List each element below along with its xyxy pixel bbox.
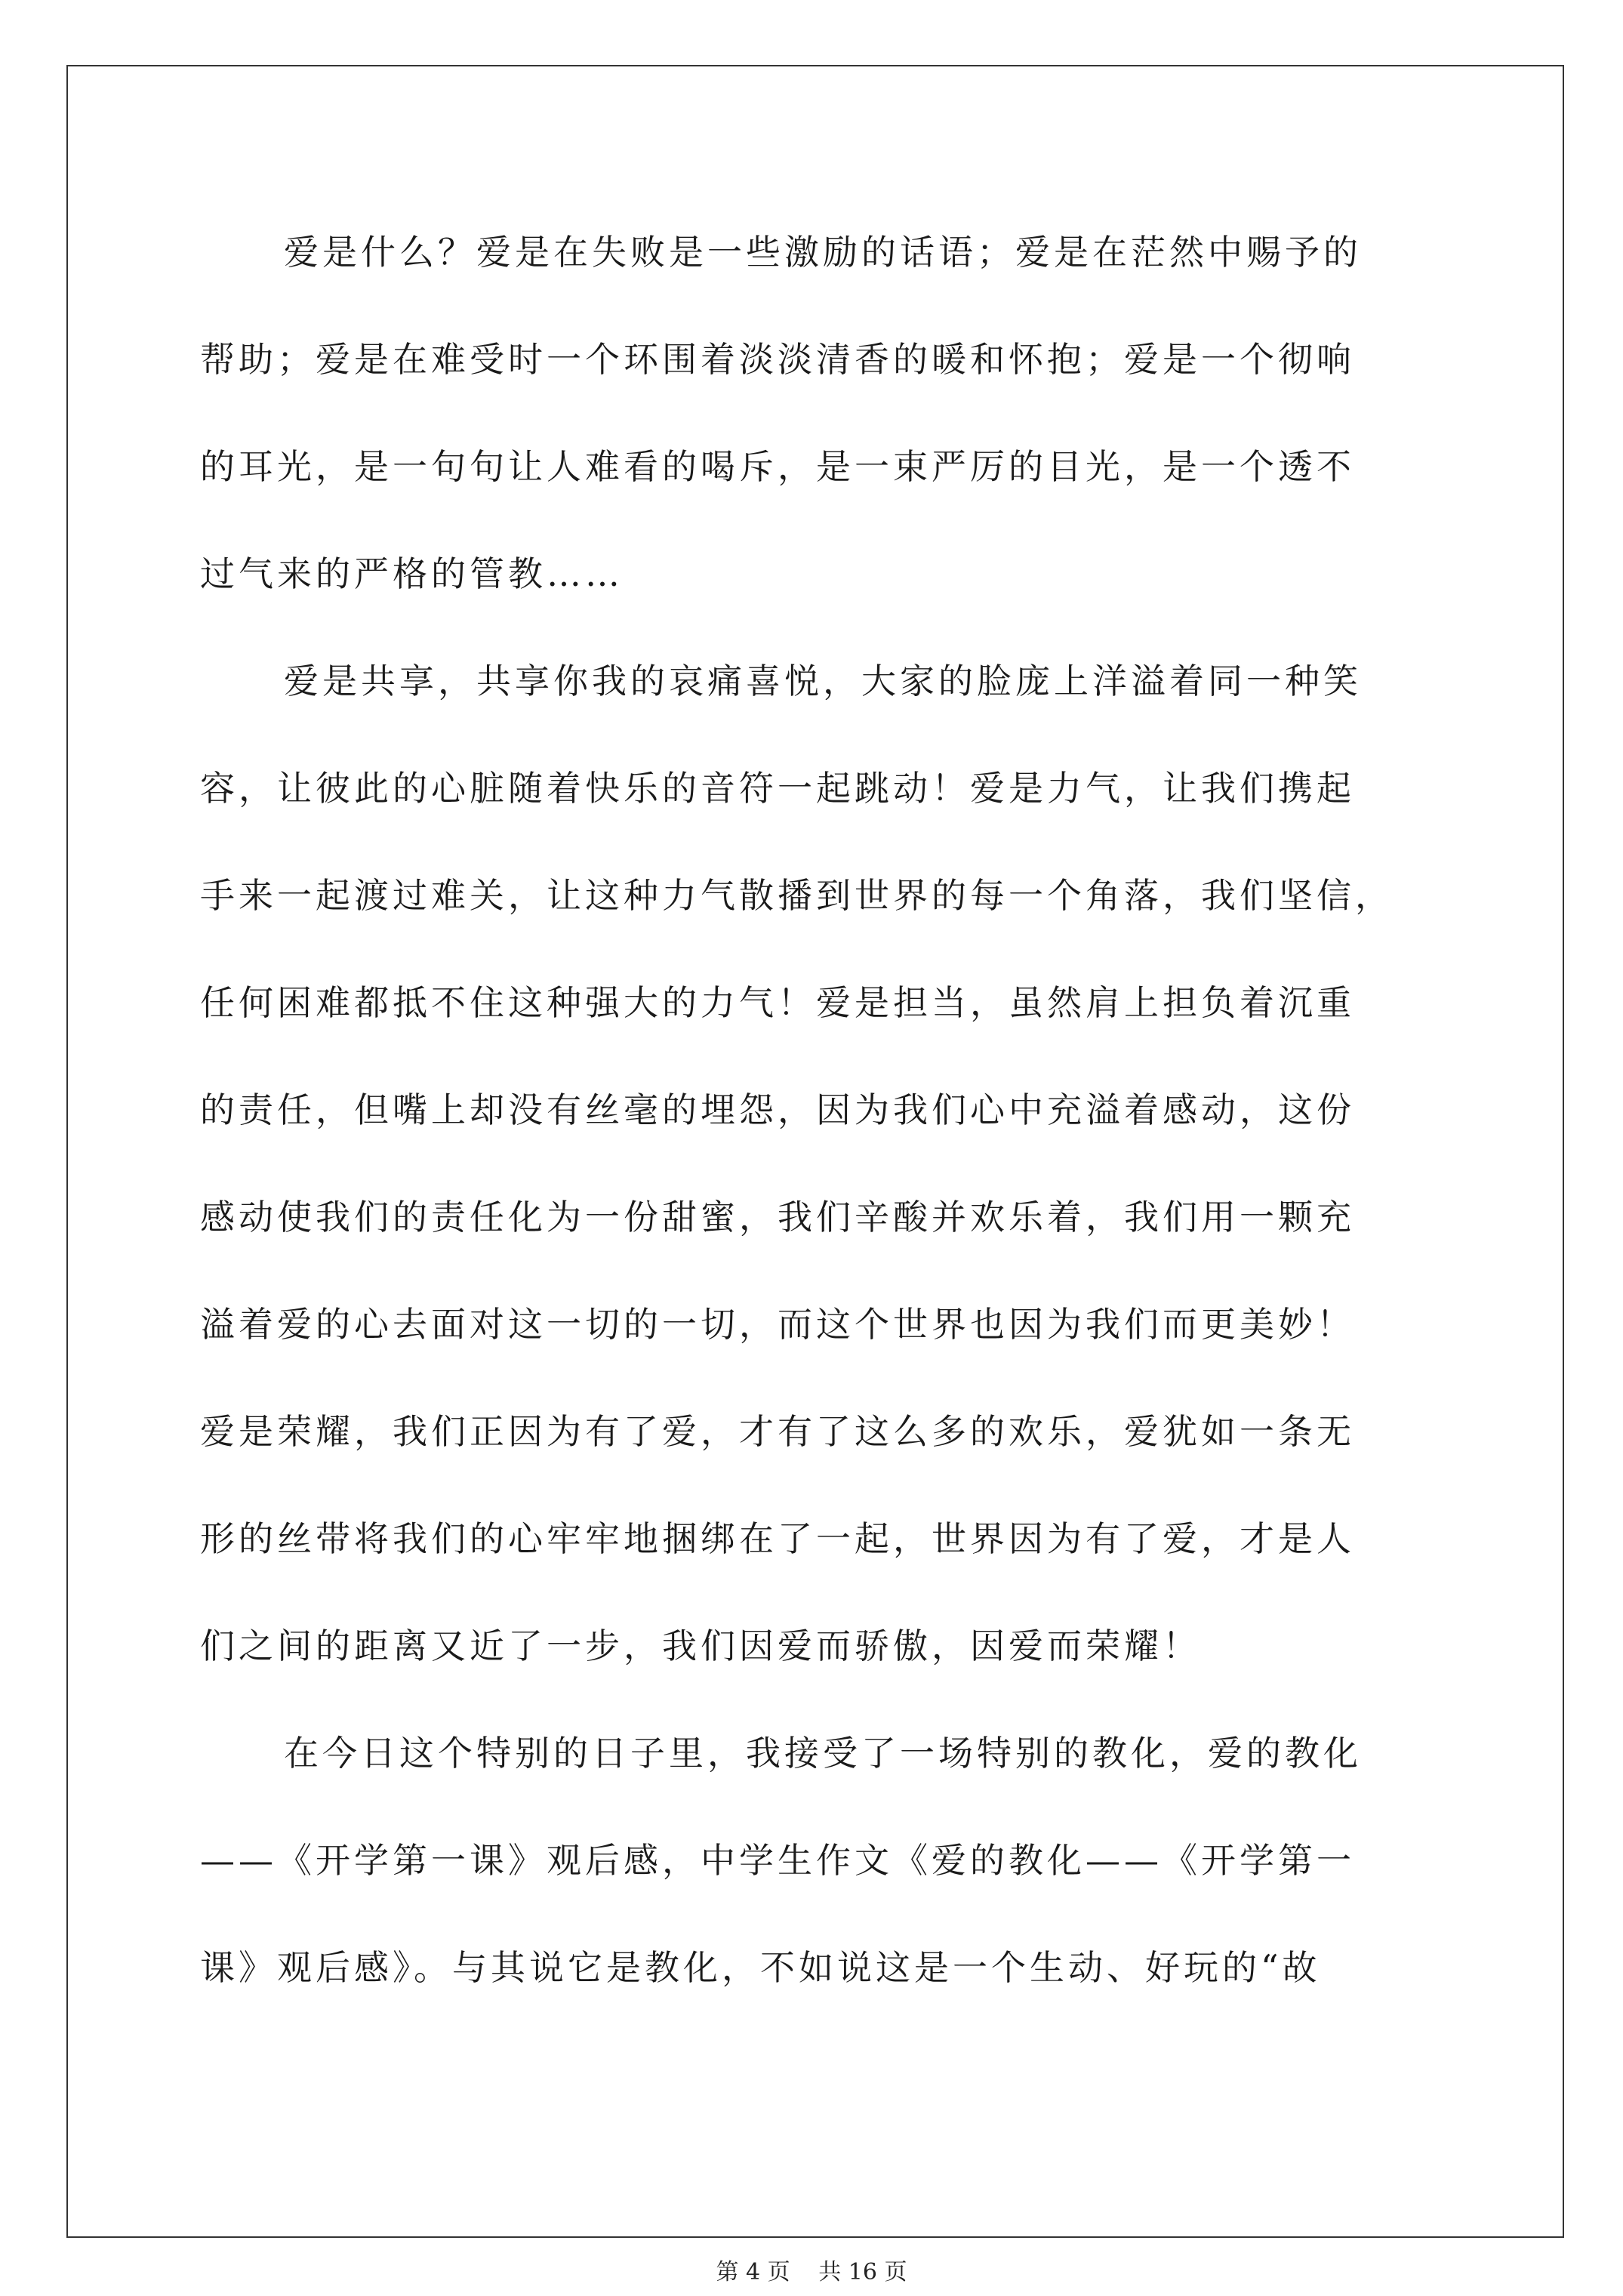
text-line-10: 感动使我们的责任化为一份甜蜜，我们辛酸并欢乐着，我们用一颗充	[200, 1197, 1355, 1237]
text-line-3: 的耳光，是一句句让人难看的喝斥，是一束严厉的目光，是一个透不	[200, 446, 1355, 487]
text-line-15: 在今日这个特别的日子里，我接受了一场特别的教化，爱的教化	[284, 1733, 1362, 1774]
text-line-1: 爱是什么？爱是在失败是一些激励的话语；爱是在茫然中赐予的	[284, 232, 1362, 273]
page-total: 共 16 页	[818, 2259, 907, 2285]
text-line-14: 们之间的距离又近了一步，我们因爱而骄傲，因爱而荣耀！	[200, 1626, 1201, 1666]
text-line-9: 的责任，但嘴上却没有丝毫的埋怨，因为我们心中充溢着感动，这份	[200, 1089, 1355, 1130]
page-border	[66, 65, 1564, 2238]
text-line-7: 手来一起渡过难关，让这种力气散播到世界的每一个角落，我们坚信，	[200, 875, 1394, 916]
text-line-13: 形的丝带将我们的心牢牢地捆绑在了一起，世界因为有了爱，才是人	[200, 1518, 1355, 1559]
text-line-12: 爱是荣耀，我们正因为有了爱，才有了这么多的欢乐，爱犹如一条无	[200, 1411, 1355, 1452]
page-footer	[0, 2257, 1623, 2288]
text-line-17: 课》观后感》。与其说它是教化，不如说这是一个生动、好玩的“故	[200, 1947, 1321, 1988]
page-number: 第 4 页	[716, 2259, 790, 2285]
text-line-8: 任何困难都抵不住这种强大的力气！爱是担当，虽然肩上担负着沉重	[200, 982, 1355, 1023]
text-line-6: 容，让彼此的心脏随着快乐的音符一起跳动！爱是力气，让我们携起	[200, 768, 1355, 809]
text-line-4: 过气来的严格的管教……	[200, 553, 624, 594]
text-line-2: 帮助；爱是在难受时一个环围着淡淡清香的暖和怀抱；爱是一个彻响	[200, 339, 1355, 380]
text-line-16: ——《开学第一课》观后感，中学生作文《爱的教化——《开学第一	[200, 1840, 1355, 1881]
text-line-5: 爱是共享，共享你我的哀痛喜悦，大家的脸庞上洋溢着同一种笑	[284, 661, 1362, 701]
text-line-11: 溢着爱的心去面对这一切的一切，而这个世界也因为我们而更美妙！	[200, 1304, 1355, 1345]
